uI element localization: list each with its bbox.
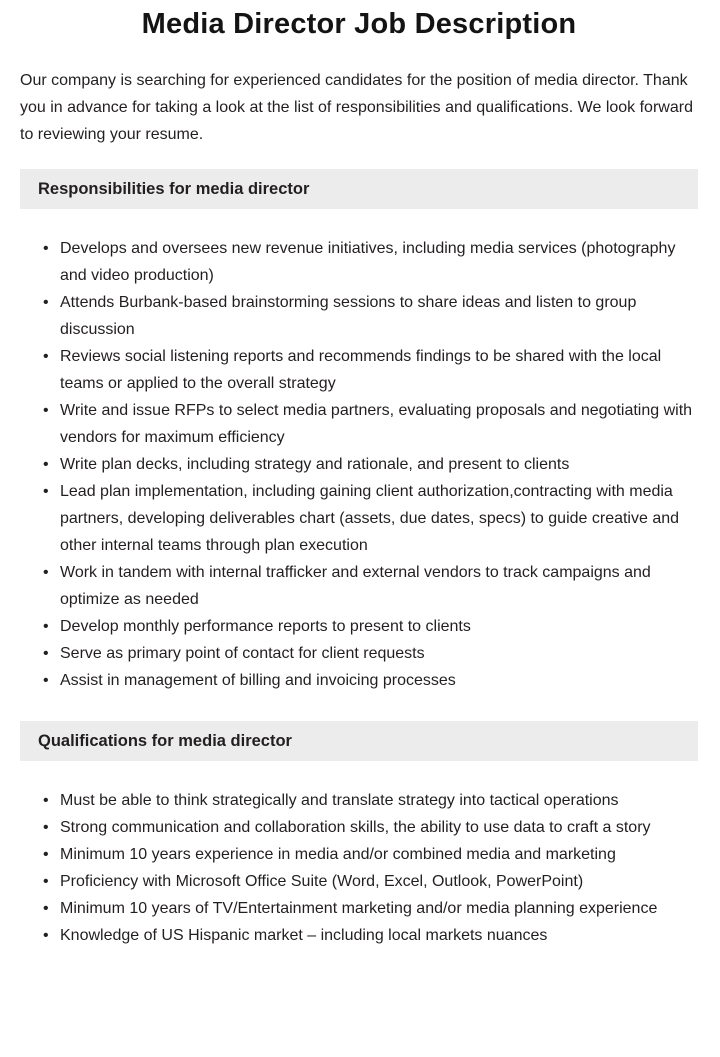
responsibilities-list	[20, 235, 698, 694]
responsibilities-heading-label: Responsibilities for media director	[38, 180, 310, 198]
page-title: Media Director Job Description	[141, 8, 577, 40]
list-item: • Write and issue RFPs to select media partners, evaluating proposals and negotiating with vendors for maximum efficiency	[60, 397, 698, 451]
list-item: • Develop monthly performance reports to present to clients	[60, 613, 698, 640]
list-item: • Assist in management of billing and invoicing processes	[60, 667, 698, 694]
list-item: • Knowledge of US Hispanic market – including local markets nuances	[60, 922, 698, 949]
list-item: • Proficiency with Microsoft Office Suite (Word, Excel, Outlook, PowerPoint)	[60, 868, 698, 895]
list-item: • Serve as primary point of contact for client requests	[60, 640, 698, 667]
list-item: • Lead plan implementation, including gaining client authorization,contracting with media partners, developing deliverables chart (assets, due dates, specs) to guide creative and other internal teams through plan execution	[60, 478, 698, 559]
qualifications-heading-label: Qualifications for media director	[38, 732, 292, 750]
list-item: • Minimum 10 years of TV/Entertainment marketing and/or media planning experience	[60, 895, 698, 922]
list-item: • Minimum 10 years experience in media and/or combined media and marketing	[60, 841, 698, 868]
list-item: • Reviews social listening reports and recommends findings to be shared with the local teams or applied to the overall strategy	[60, 343, 698, 397]
list-item: • Attends Burbank-based brainstorming sessions to share ideas and listen to group discussion	[60, 289, 698, 343]
list-item: • Must be able to think strategically and translate strategy into tactical operations	[60, 787, 698, 814]
list-item: • Write plan decks, including strategy and rationale, and present to clients	[60, 451, 698, 478]
responsibilities-section-header	[20, 169, 698, 209]
qualifications-list	[20, 787, 698, 949]
qualifications-section-header	[20, 721, 698, 761]
intro-paragraph: Our company is searching for experienced candidates for the position of media director. Thank you in advance for taking a look at the list of responsibilities and qualifications. We look forward to reviewing your resume.	[20, 72, 693, 143]
list-item: • Work in tandem with internal trafficker and external vendors to track campaigns and optimize as needed	[60, 559, 698, 613]
list-item: • Develops and oversees new revenue initiatives, including media services (photography and video production)	[60, 235, 698, 289]
list-item: • Strong communication and collaboration skills, the ability to use data to craft a story	[60, 814, 698, 841]
